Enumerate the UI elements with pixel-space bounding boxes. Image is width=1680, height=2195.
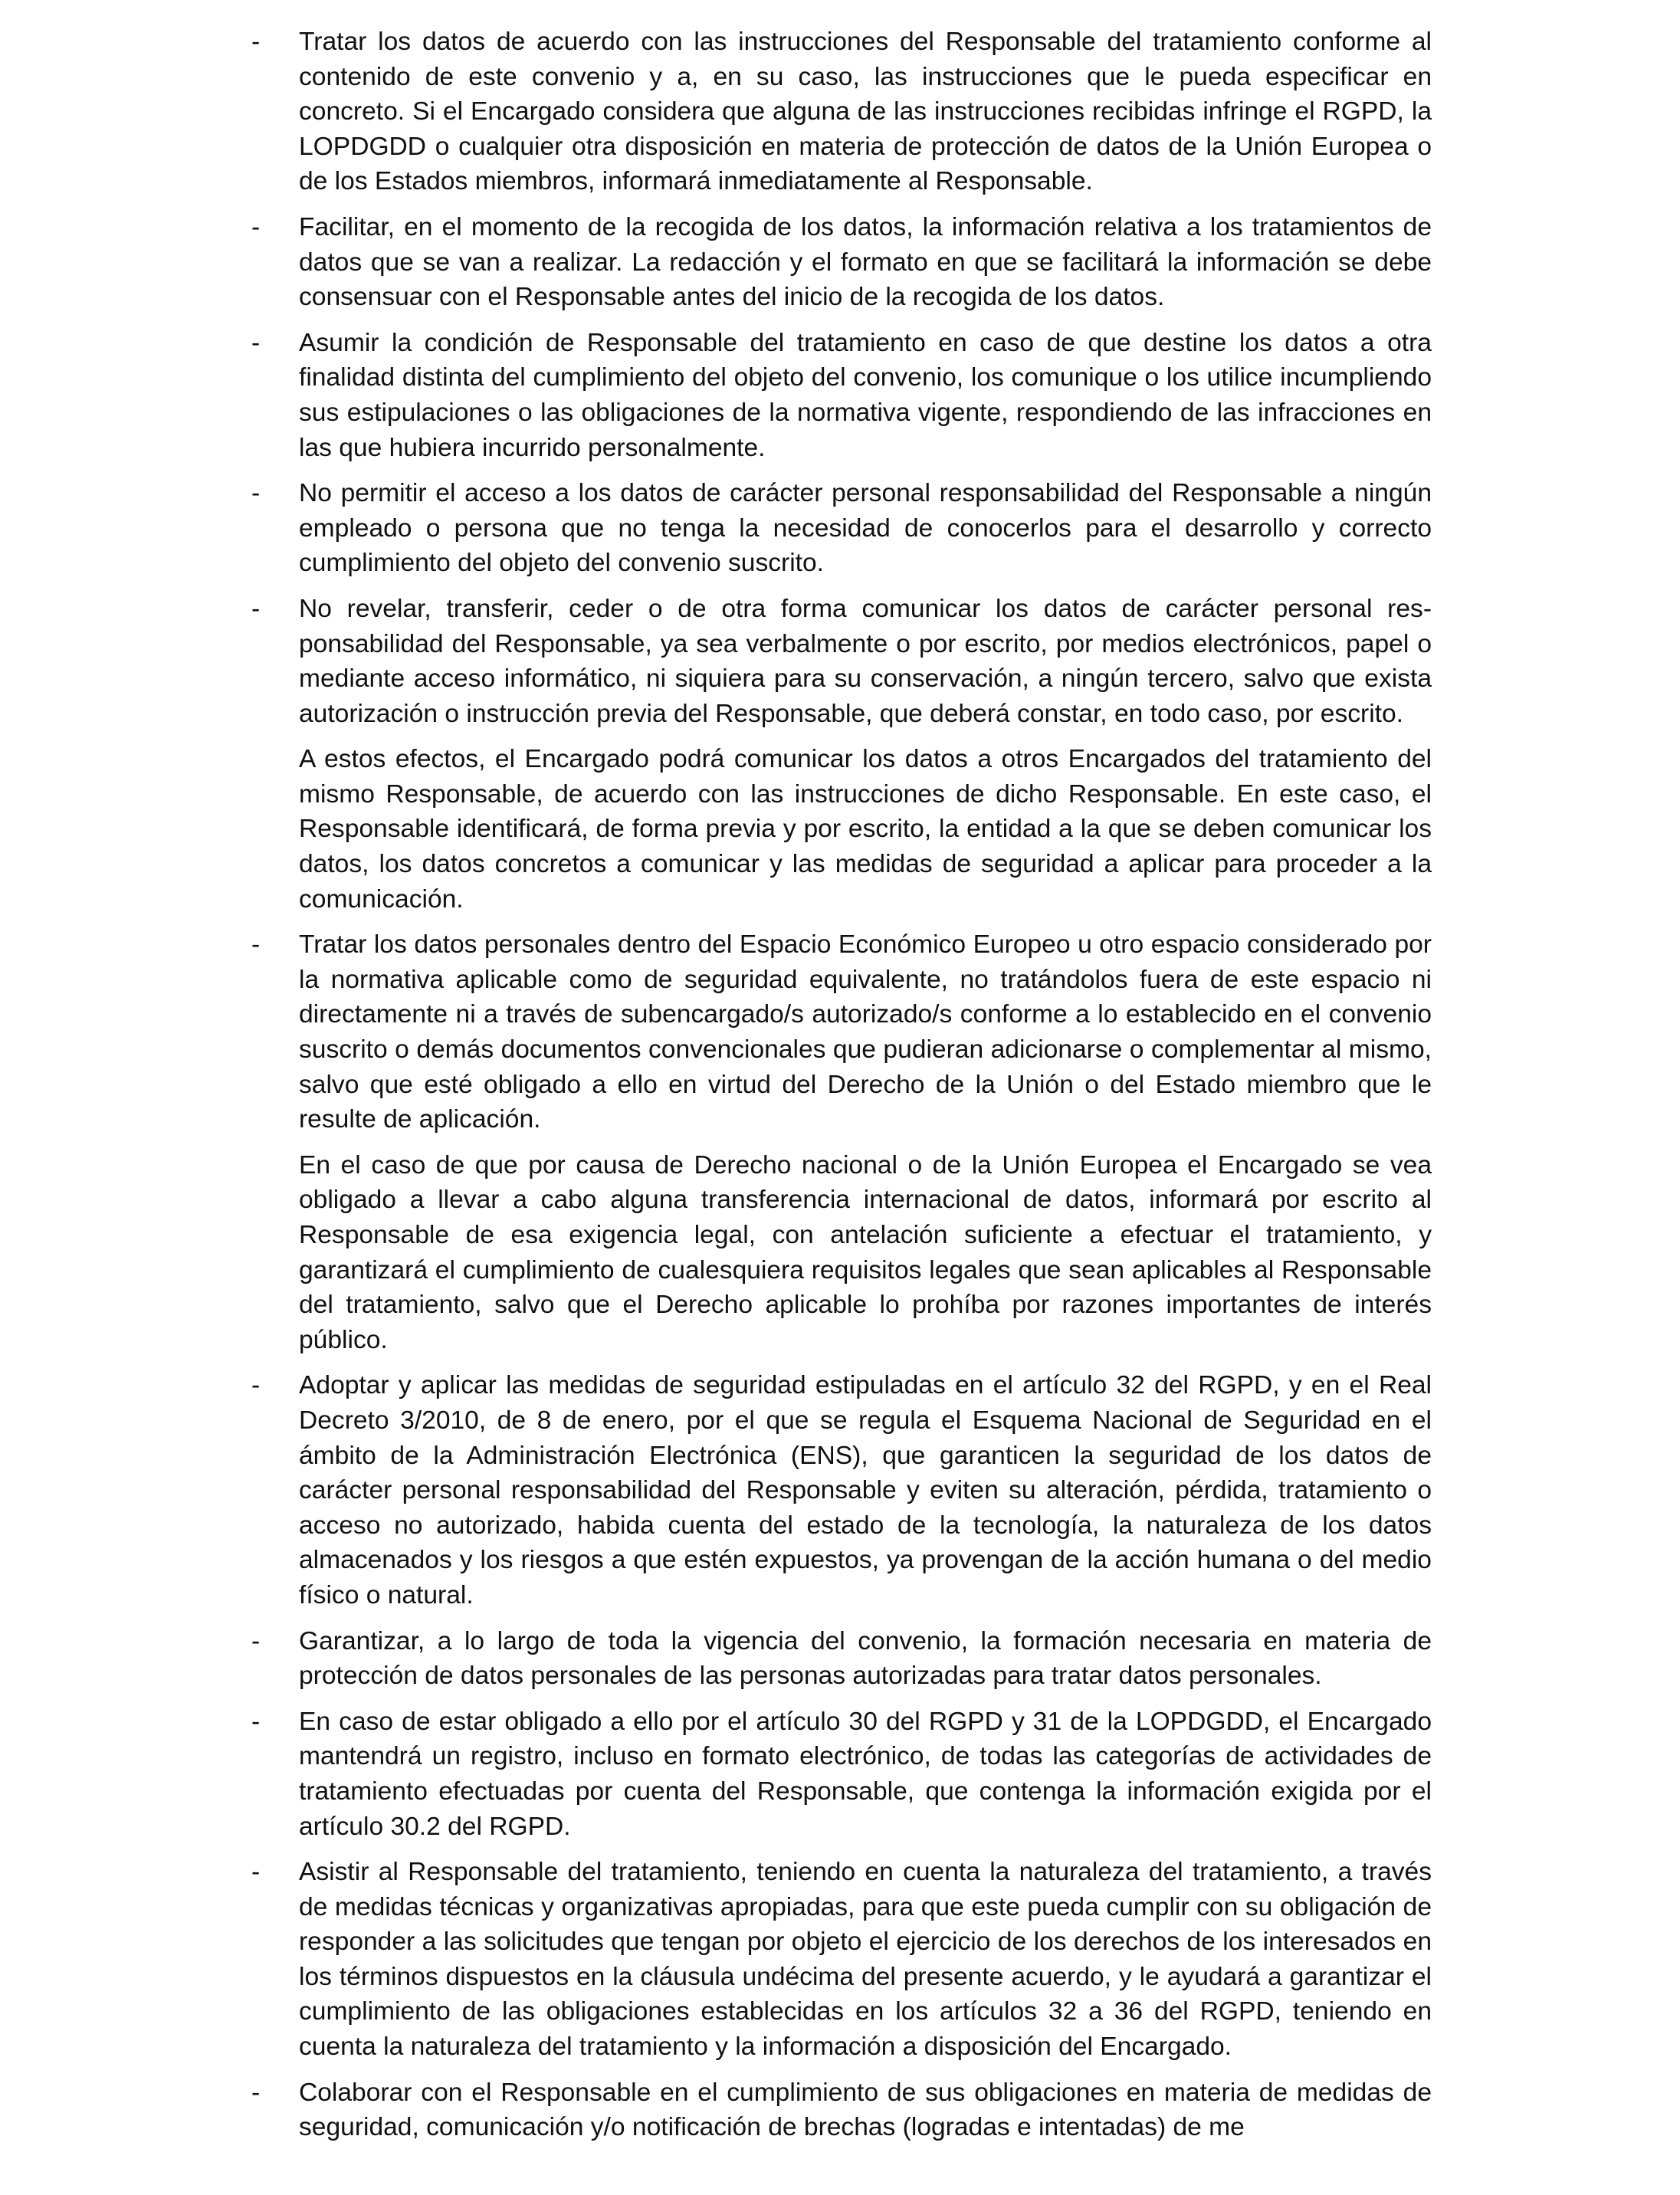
list-item <box>251 476 1432 581</box>
list-item <box>251 592 1432 917</box>
bullet-dash: - <box>251 930 261 960</box>
list-item <box>251 1704 1432 1844</box>
bullet-dash: - <box>251 1371 261 1400</box>
obligations-list <box>251 25 1432 2156</box>
bullet-dash: - <box>251 212 261 241</box>
list-item <box>251 2075 1432 2145</box>
bullet-dash: - <box>251 1858 261 1887</box>
list-item <box>251 1368 1432 1613</box>
bullet-dash: - <box>251 2078 261 2107</box>
paragraph: Colaborar con el Responsable en el cumplimiento de sus obligaciones en materia de medidas de seguridad, comunicación y/o notificación de brechas (logradas e intentadas) de me <box>299 2078 1432 2142</box>
paragraph: Adoptar y aplicar las medidas de seguridad estipuladas en el artículo 32 del RGPD, y en el Real Decreto 3/2010, de 8 de enero, por el que se regula el Esquema Nacional de Seguridad en el ámbito de la Administración Electrónica (ENS), que garanticen la seguridad de los datos de carácter personal responsabilidad del Responsable y eviten su alteración, pérdida, tratamiento o acceso no autorizado, habida cuenta del estado de la tecnología, la naturaleza de los datos almacenados y los riesgos a que estén expuestos, ya provengan de la acción humana o del medio físico o natural. <box>299 1371 1432 1609</box>
paragraph: Asumir la condición de Responsable del tratamiento en caso de que destine los datos a otra finalidad distinta del cumplimiento del objeto del convenio, los comunique o los utilice incumpliendo sus estipulaciones o las obligaciones de la normativa vigente, respondiendo de las infracciones en las que hubiera incurrido personalmente. <box>299 328 1432 462</box>
paragraph: En caso de estar obligado a ello por el artículo 30 del RGPD y 31 de la LOPDGDD, el Encargado mantendrá un registro, incluso en formato electrónico, de todas las categorías de actividades de tratamiento efectuadas por cuenta del Responsable, que contenga la información exigida por el artículo 30.2 del RGPD. <box>299 1707 1432 1841</box>
list-item <box>251 210 1432 315</box>
bullet-dash: - <box>251 328 261 357</box>
paragraph: Asistir al Responsable del tratamiento, teniendo en cuenta la naturaleza del tratamiento, a través de medidas técnicas y organizativas apropiadas, para que este pueda cumplir con su obligación de responder a las solicitudes que tengan por objeto el ejercicio de los derechos de los interesados en los términos dispuestos en la cláusula undécima del presente acuerdo, y le ayudará a garantizar el cumplimiento de las obligaciones establecidas en los artículos 32 a 36 del RGPD, teniendo en cuenta la naturaleza del tratamiento y la información a disposición del Encargado. <box>299 1858 1432 2062</box>
paragraph: No permitir el acceso a los datos de carácter personal responsabilidad del Responsable a ningún empleado o persona que no tenga la necesidad de conocerlos para el desarrollo y correcto cumplimiento del objeto del convenio suscrito. <box>299 479 1432 578</box>
paragraph: En el caso de que por causa de Derecho nacional o de la Unión Europea el Encargado se vea obligado a llevar a cabo alguna transferencia internacional de datos, informará por escrito al Responsable de esa exigencia legal, con antelación suficiente a efectuar el tratamiento, y garantizará el cumplimiento de cualesquiera requisitos legales que sean aplicables al Responsable del tratamiento, salvo que el Derecho aplicable lo prohíba por razones importantes de interés público. <box>299 1150 1432 1354</box>
bullet-dash: - <box>251 479 261 508</box>
bullet-dash: - <box>251 1626 261 1655</box>
list-item <box>251 25 1432 199</box>
list-item <box>251 927 1432 1357</box>
list-item <box>251 326 1432 465</box>
bullet-dash: - <box>251 1707 261 1736</box>
paragraph: No revelar, transferir, ceder o de otra forma comunicar los datos de carácter personal responsabilidad del Responsable, ya sea verbalmente o por escrito, por medios electrónicos, papel o mediante acceso informático, ni siquiera para su conservación, a ningún tercero, salvo que exista autorización o instrucción previa del Responsable, que deberá constar, en todo caso, por escrito. <box>299 594 1432 728</box>
bullet-dash: - <box>251 594 261 623</box>
paragraph: Tratar los datos de acuerdo con las instrucciones del Responsable del tratamiento conforme al contenido de este convenio y a, en su caso, las instrucciones que le pueda especificar en concreto. Si el Encargado considera que alguna de las instrucciones recibidas infringe el RGPD, la LOPDGDD o cualquier otra disposición en materia de protección de datos de la Unión Europea o de los Estados miembros, informará inmediatamente al Responsable. <box>299 28 1432 196</box>
list-item <box>251 1624 1432 1694</box>
bullet-dash: - <box>251 28 261 56</box>
paragraph: Garantizar, a lo largo de toda la vigencia del convenio, la formación necesaria en materia de protección de datos personales de las personas autorizadas para tratar datos personales. <box>299 1626 1432 1691</box>
paragraph: A estos efectos, el Encargado podrá comunicar los datos a otros Encargados del tratamiento del mismo Responsable, de acuerdo con las instrucciones de dicho Responsable. En este caso, el Responsable identificará, de forma previa y por escrito, la entidad a la que se deben comunicar los datos, los datos concretos a comunicar y las medidas de seguridad a aplicar para proceder a la comunicación. <box>299 745 1432 914</box>
paragraph: Tratar los datos personales dentro del Espacio Económico Europeo u otro espacio considerado por la normativa aplicable como de seguridad equivalente, no tratándolos fuera de este espacio ni directamente ni a través de subencargado/s autorizado/s conforme a lo establecido en el convenio suscrito o demás documentos convencionales que pudieran adicionarse o complementar al mismo, salvo que esté obligado a ello en virtud del Derecho de la Unión o del Estado miembro que le resulte de aplicación. <box>299 930 1432 1134</box>
paragraph: Facilitar, en el momento de la recogida de los datos, la información relativa a los tratamientos de datos que se van a realizar. La redacción y el formato en que se facilitará la información se debe consensuar con el Responsable antes del inicio de la recogida de los datos. <box>299 212 1432 312</box>
list-item <box>251 1855 1432 2065</box>
